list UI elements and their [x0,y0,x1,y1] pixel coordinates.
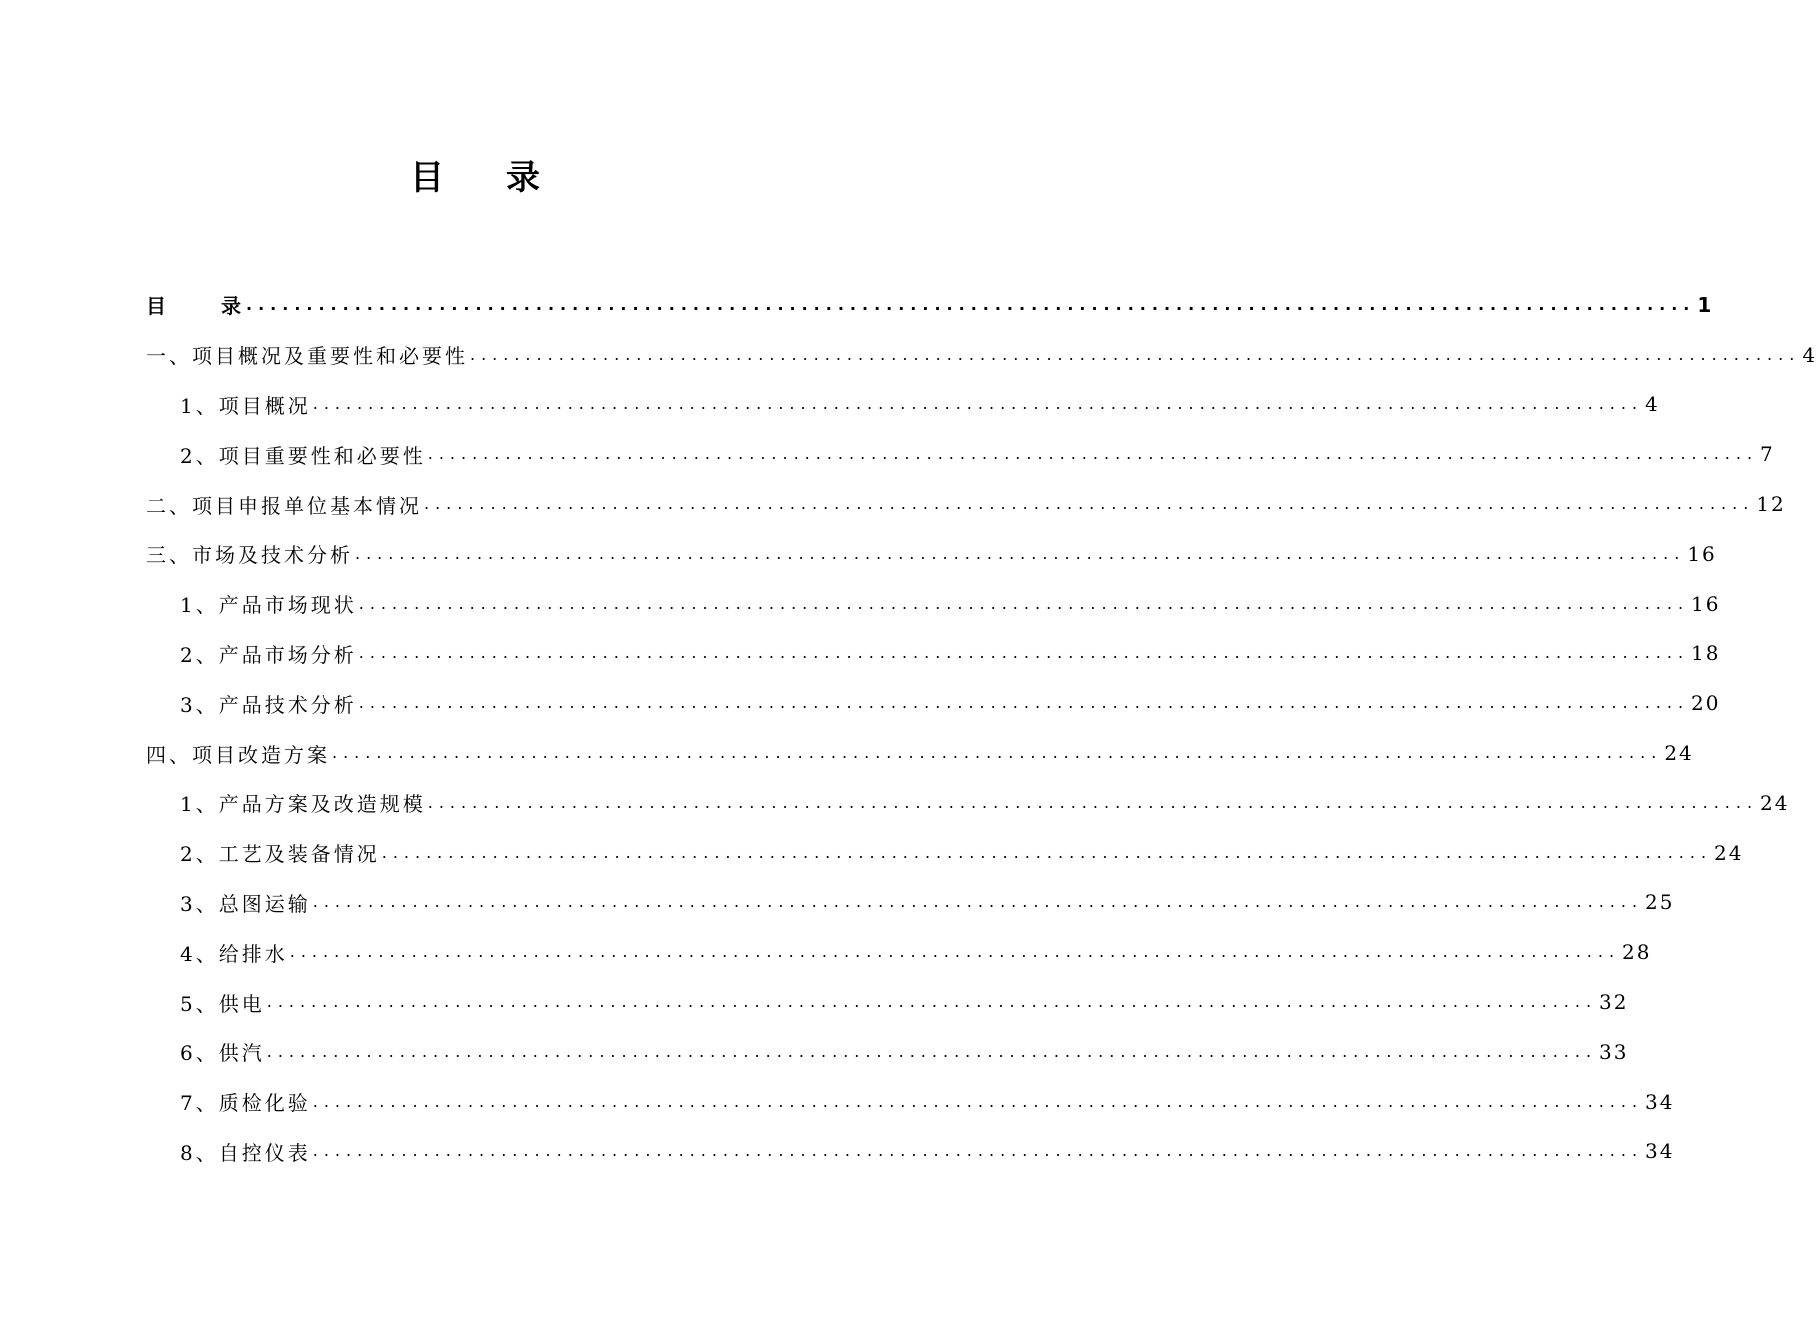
toc-leader-dots: ........................................................................................................................ [470,344,1801,364]
toc-entry[interactable] [146,678,1721,728]
toc-leader-dots: ........................................................................................................................ [312,394,1644,414]
toc-entry[interactable] [146,1127,1675,1177]
toc-leader-dots: ........................................................................................................................ [266,1041,1598,1061]
table-of-contents [146,280,1817,1176]
toc-entry-label: 2、工艺及装备情况 [180,842,380,867]
toc-leader-dots: ........................................................................................................................ [358,593,1690,613]
toc-entry-page: 32 [1599,990,1629,1015]
toc-leader-dots: ........................................................................................................................ [355,543,1686,563]
toc-entry[interactable] [146,429,1775,479]
toc-entry-label: 4、给排水 [180,941,288,966]
toc-entry[interactable] [146,330,1817,380]
toc-entry-label: 8、自控仪表 [180,1140,311,1165]
toc-leader-dots: ........................................................................................................................ [266,992,1598,1012]
toc-entry-label: 三、市场及技术分析 [146,543,353,568]
toc-entry-page: 16 [1687,541,1717,566]
toc-entry-contents[interactable] [146,280,1714,330]
toc-leader-dots: ........................................................................................................................ [246,294,1696,314]
toc-entry[interactable] [146,380,1660,430]
toc-entry[interactable] [146,479,1786,529]
toc-entry[interactable] [146,778,1790,828]
toc-entry-page: 7 [1760,442,1775,467]
toc-entry-label: 3、总图运输 [180,891,311,916]
toc-entry-page: 4 [1802,342,1817,367]
toc-entry[interactable] [146,977,1629,1027]
toc-entry-label: 1、项目概况 [180,393,311,418]
toc-leader-dots: ........................................................................................................................ [358,643,1690,663]
toc-entry[interactable] [146,728,1694,778]
toc-entry-label: 7、质检化验 [180,1091,311,1116]
toc-entry-page: 25 [1645,890,1675,915]
toc-entry-page: 4 [1645,392,1660,417]
toc-entry-page: 34 [1645,1139,1675,1164]
toc-entry-page: 28 [1622,940,1652,965]
toc-leader-dots: ........................................................................................................................ [312,1141,1644,1161]
toc-entry-label: 6、供汽 [180,1041,265,1066]
toc-entry[interactable] [146,878,1675,928]
toc-leader-dots: ........................................................................................................................ [312,1091,1644,1111]
toc-entry[interactable] [146,1077,1675,1127]
toc-entry-label: 2、产品市场分析 [180,642,357,667]
toc-entry[interactable] [146,629,1721,679]
toc-entry-page: 24 [1714,840,1744,865]
page-title-char-2: 录 [506,158,540,198]
toc-entry-label: 二、项目申报单位基本情况 [146,493,422,518]
toc-entry-page: 16 [1691,591,1721,616]
toc-entry-label: 一、项目概况及重要性和必要性 [146,344,468,369]
toc-entry-label: 四、项目改造方案 [146,742,330,767]
page-title [0,150,950,199]
toc-entry-page: 12 [1756,492,1786,517]
toc-entry[interactable] [146,1027,1629,1077]
toc-leader-dots: ........................................................................................................................ [427,792,1759,812]
toc-leader-dots: ........................................................................................................................ [332,743,1663,763]
toc-entry-label: 3、产品技术分析 [180,692,357,717]
toc-leader-dots: ........................................................................................................................ [358,693,1690,713]
toc-entry-page: 34 [1645,1089,1675,1114]
toc-entry-label-char-2: 录 [221,294,244,319]
toc-entry[interactable] [146,828,1744,878]
toc-entry-page: 1 [1697,292,1714,317]
toc-leader-dots: ........................................................................................................................ [312,892,1644,912]
toc-entry-page: 18 [1691,641,1721,666]
toc-leader-dots: ........................................................................................................................ [427,444,1759,464]
toc-entry-page: 20 [1691,691,1721,716]
toc-entry-label: 1、产品方案及改造规模 [180,792,426,817]
page-title-char-1: 目 [410,158,444,198]
toc-entry-label: 5、供电 [180,991,265,1016]
toc-entry[interactable] [146,529,1717,579]
toc-entry-label: 2、项目重要性和必要性 [180,443,426,468]
toc-leader-dots: ........................................................................................................................ [381,842,1713,862]
toc-entry-label [146,290,244,319]
toc-entry-page: 24 [1664,741,1694,766]
toc-entry-page: 33 [1599,1039,1629,1064]
toc-leader-dots: ........................................................................................................................ [289,942,1621,962]
toc-entry[interactable] [146,579,1721,629]
toc-entry[interactable] [146,927,1652,977]
toc-leader-dots: ........................................................................................................................ [424,494,1755,514]
toc-entry-page: 24 [1760,790,1790,815]
toc-entry-label: 1、产品市场现状 [180,593,357,618]
toc-entry-label-char-1: 目 [146,294,169,319]
